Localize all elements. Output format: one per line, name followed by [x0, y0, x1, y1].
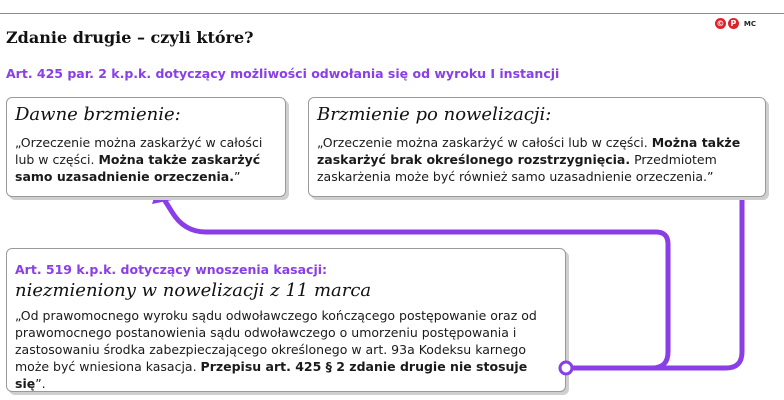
old-wording-plain: „Orzeczenie można zaskarżyć w całości lub w części. [15, 135, 263, 167]
old-wording-text [15, 134, 277, 185]
new-wording-heading: Brzmienie po nowelizacji: [317, 104, 552, 125]
new-wording-plain: „Orzeczenie można zaskarżyć w całości lub w części. [317, 135, 652, 150]
art519-box [6, 248, 566, 392]
new-wording-text [317, 134, 761, 185]
art519-heading: niezmieniony w nowelizacji z 11 marca [15, 280, 372, 301]
new-wording-box [308, 97, 766, 197]
old-wording-bold: Można także zaskarżyć samo uzasadnienie orzeczenia. [15, 152, 261, 184]
author-initials: MC [743, 19, 756, 28]
art519-label: Art. 519 k.p.k. dotyczący wnoszenia kasacji: [15, 262, 328, 277]
art519-text [15, 307, 557, 392]
art519-end: ”. [35, 376, 46, 391]
copyright-c-icon: © [716, 19, 725, 28]
old-wording-end: ” [233, 169, 241, 184]
new-wording-bold: Można także zaskarżyć brak określonego rozstrzygnięcia. [317, 135, 741, 167]
art519-plain: „Od prawomocnego wyroku sądu odwoławczego kończącego postępowanie oraz od prawomocnego postanowienia sądu odwoławczego o umorzeniu postępowania i zastosowaniu środka zabezpieczającego określonego w art. 93a Kodeksu karnego może być wniesiona kasacja. [15, 308, 537, 374]
arrow-to-new-wording [566, 182, 742, 368]
page-subtitle: Art. 425 par. 2 k.p.k. dotyczący możliwości odwołania się od wyroku I instancji [6, 66, 560, 81]
new-wording-end: Przedmiotem zaskarżenia może być również samo uzasadnienie orzeczenia.” [317, 152, 717, 184]
page-title: Zdanie drugie – czyli które? [6, 28, 254, 47]
old-wording-heading: Dawne brzmienie: [15, 104, 181, 125]
art519-bold: Przepisu art. 425 § 2 zdanie drugie nie stosuje się [15, 359, 528, 391]
copyright-p-icon: P [728, 18, 739, 29]
old-wording-box [6, 97, 286, 197]
